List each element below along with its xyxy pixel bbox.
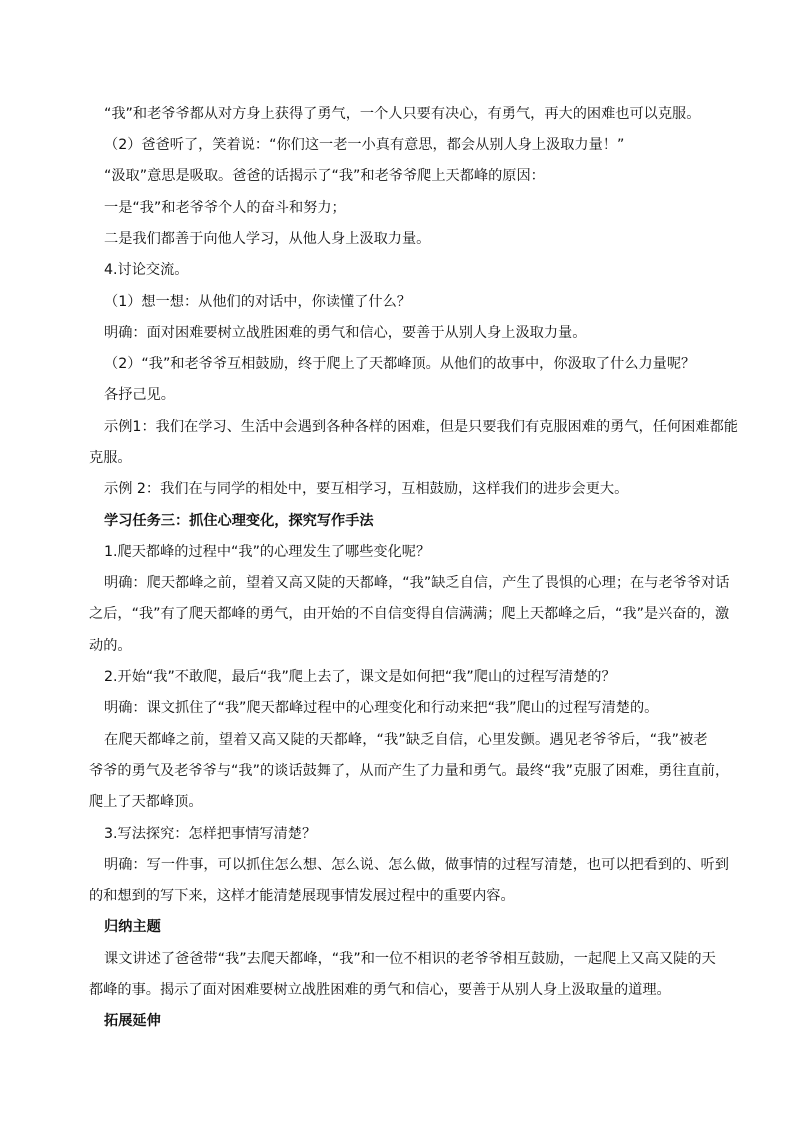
text-line: 1.爬天都峰的过程中“我”的心理发生了哪些变化呢？	[104, 544, 431, 560]
text-line: 二是我们都善于向他人学习，从他人身上汲取力量。	[104, 231, 431, 247]
section-heading: 学习任务三：抓住心理变化，探究写作手法	[104, 513, 374, 529]
text-line: 明 确 ： 爬 天 都 峰 之 前 ， 望 着 又 高 又 陡 的 天 都 峰 ， “ 我 ” 缺 乏 自 信 ， 产 生 了 畏 惧 的 心 理 ； 在 与 老 爷 爷 对 话	[104, 575, 730, 591]
text-line: 4.讨论交流。	[104, 262, 189, 278]
text-line: 示 例 1 ： 我 们 在 学 习 、 生 活 中 会 遇 到 各 种 各 样 的 困 难 ， 但 是 只 要 我 们 有 克 服 困 难 的 勇 气 ， 任 何 困 难 都 能	[104, 419, 738, 435]
text-line: 的和想到的写下来，这样才能清楚展现事情发展过程中的重要内容。	[89, 888, 515, 904]
text-line: 克服。	[89, 450, 132, 466]
text-line: 明确：面对困难要树立战胜困难的勇气和信心，要善于从别人身上汲取力量。	[104, 325, 587, 341]
text-line: 爬上了天都峰顶。	[89, 794, 203, 810]
text-line: 3.写法探究：怎样把事情写清楚？	[104, 826, 317, 842]
text-line: 在 爬 天 都 峰 之 前 ， 望 着 又 高 又 陡 的 天 都 峰 ， “ 我 ” 缺 乏 自 信 ， 心 里 发 颤 。 遇 见 老 爷 爷 后 ， “ 我 ” 被 老	[104, 732, 708, 748]
text-line: （2）爸爸听了，笑着说：“你们这一老一小真有意思，都会从别人身上汲取力量！”	[104, 137, 625, 153]
text-line: 都峰的事。揭示了面对困难要树立战胜困难的勇气和信心，要善于从别人身上汲取量的道理。	[89, 982, 671, 998]
text-line: 动的。	[89, 638, 132, 654]
text-line: “汲取”意思是吸取。爸爸的话揭示了“我”和老爷爷爬上天都峰的原因：	[104, 168, 545, 184]
text-line: 课 文 讲 述 了 爸 爸 带 “ 我 ” 去 爬 天 都 峰 ， “ 我 ” 和 一 位 不 相 识 的 老 爷 爷 相 互 鼓 励 ， 一 起 爬 上 又 高 又 陡 的 天	[104, 951, 716, 967]
text-line: 明确：课文抓住了“我”爬天都峰过程中的心理变化和行动来把“我”爬山的过程写清楚的。	[104, 700, 659, 716]
text-line: （1）想一想：从他们的对话中，你读懂了什么？	[104, 294, 411, 310]
section-heading: 归纳主题	[104, 919, 161, 935]
text-line: 爷 爷 的 勇 气 及 老 爷 爷 与 “ 我 ” 的 谈 话 鼓 舞 了 ， 从 而 产 生 了 力 量 和 勇 气 。 最 终 “ 我 ” 克 服 了 困 难 ， 勇 往 直 前 ，	[89, 763, 730, 779]
text-line: 2.开始“我”不敢爬，最后“我”爬上去了，课文是如何把“我”爬山的过程写清楚的？	[104, 669, 616, 685]
text-line: 示例 2：我们在与同学的相处中，要互相学习，互相鼓励，这样我们的进步会更大。	[104, 481, 629, 497]
text-line: 一是“我”和老爷爷个人的奋斗和努力；	[104, 200, 346, 216]
text-line: 之 后 ， “ 我 ” 有 了 爬 天 都 峰 的 勇 气 ， 由 开 始 的 不 自 信 变 得 自 信 满 满 ； 爬 上 天 都 峰 之 后 ， “ 我 ” 是 兴 奋 的 ， 激	[89, 606, 730, 622]
text-line: 明 确 ： 写 一 件 事 ， 可 以 抓 住 怎 么 想 、 怎 么 说 、 怎 么 做 ， 做 事 情 的 过 程 写 清 楚 ， 也 可 以 把 看 到 的 、 听 到	[104, 857, 729, 873]
text-line: 各抒己见。	[104, 387, 175, 403]
text-line: （2）“我”和老爷爷互相鼓励，终于爬上了天都峰顶。从他们的故事中，你汲取了什么力量呢？	[104, 356, 696, 372]
text-line: “我”和老爷爷都从对方身上获得了勇气，一个人只要有决心，有勇气，再大的困难也可以克服。	[104, 106, 701, 122]
section-heading: 拓展延伸	[104, 1013, 161, 1029]
